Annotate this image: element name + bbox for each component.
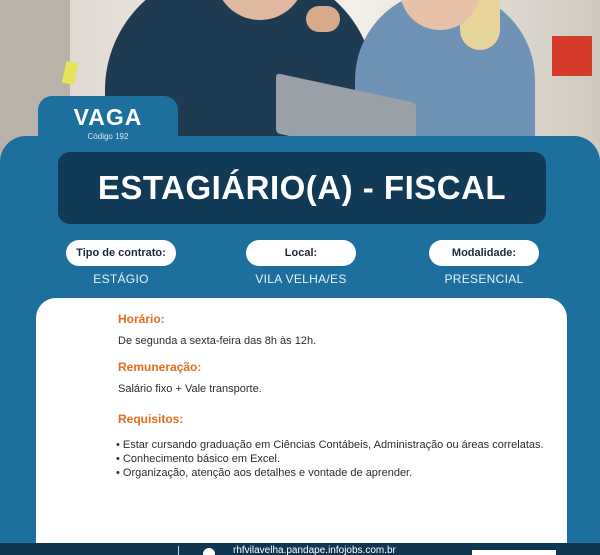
salary-text: Salário fixo + Vale transporte. — [118, 383, 262, 395]
contract-type-value: ESTÁGIO — [93, 272, 149, 286]
requirements-list — [116, 438, 546, 480]
schedule-text: De segunda a sexta-feira das 8h às 12h. — [118, 335, 317, 347]
footer-bar — [0, 543, 600, 555]
vaga-label: VAGA — [73, 104, 143, 130]
location-value: VILA VELHA/ES — [255, 272, 347, 286]
job-title-box — [58, 152, 546, 224]
contract-type-label: Tipo de contrato: — [66, 240, 176, 266]
details-panel — [36, 298, 567, 543]
requirement-item: • Conhecimento básico em Excel. — [116, 453, 281, 465]
brand-logo — [472, 550, 556, 555]
info-contract-type — [61, 240, 181, 286]
modality-value: PRESENCIAL — [444, 272, 524, 286]
footer-divider — [178, 546, 179, 555]
requirements-label: Requisitos: — [118, 412, 184, 426]
salary-label: Remuneração: — [118, 360, 202, 374]
hand-on-shoulder — [306, 6, 340, 32]
footer-website-link[interactable]: rhfvilavelha.pandape.infojobs.com.br — [233, 545, 396, 555]
requirement-item: • Estar cursando graduação em Ciências Contábeis, Administração ou áreas correlatas. — [116, 439, 544, 451]
red-chair — [552, 36, 592, 76]
schedule-label: Horário: — [118, 312, 165, 326]
location-label: Local: — [246, 240, 356, 266]
info-location — [241, 240, 361, 286]
info-modality — [424, 240, 544, 286]
vaga-tab — [38, 96, 178, 152]
vaga-code: Código 192 — [87, 132, 129, 141]
requirement-item: • Organização, atenção aos detalhes e vontade de aprender. — [116, 467, 413, 479]
modality-label: Modalidade: — [429, 240, 539, 266]
globe-icon — [203, 548, 215, 555]
job-title: ESTAGIÁRIO(A) - FISCAL — [97, 169, 507, 206]
